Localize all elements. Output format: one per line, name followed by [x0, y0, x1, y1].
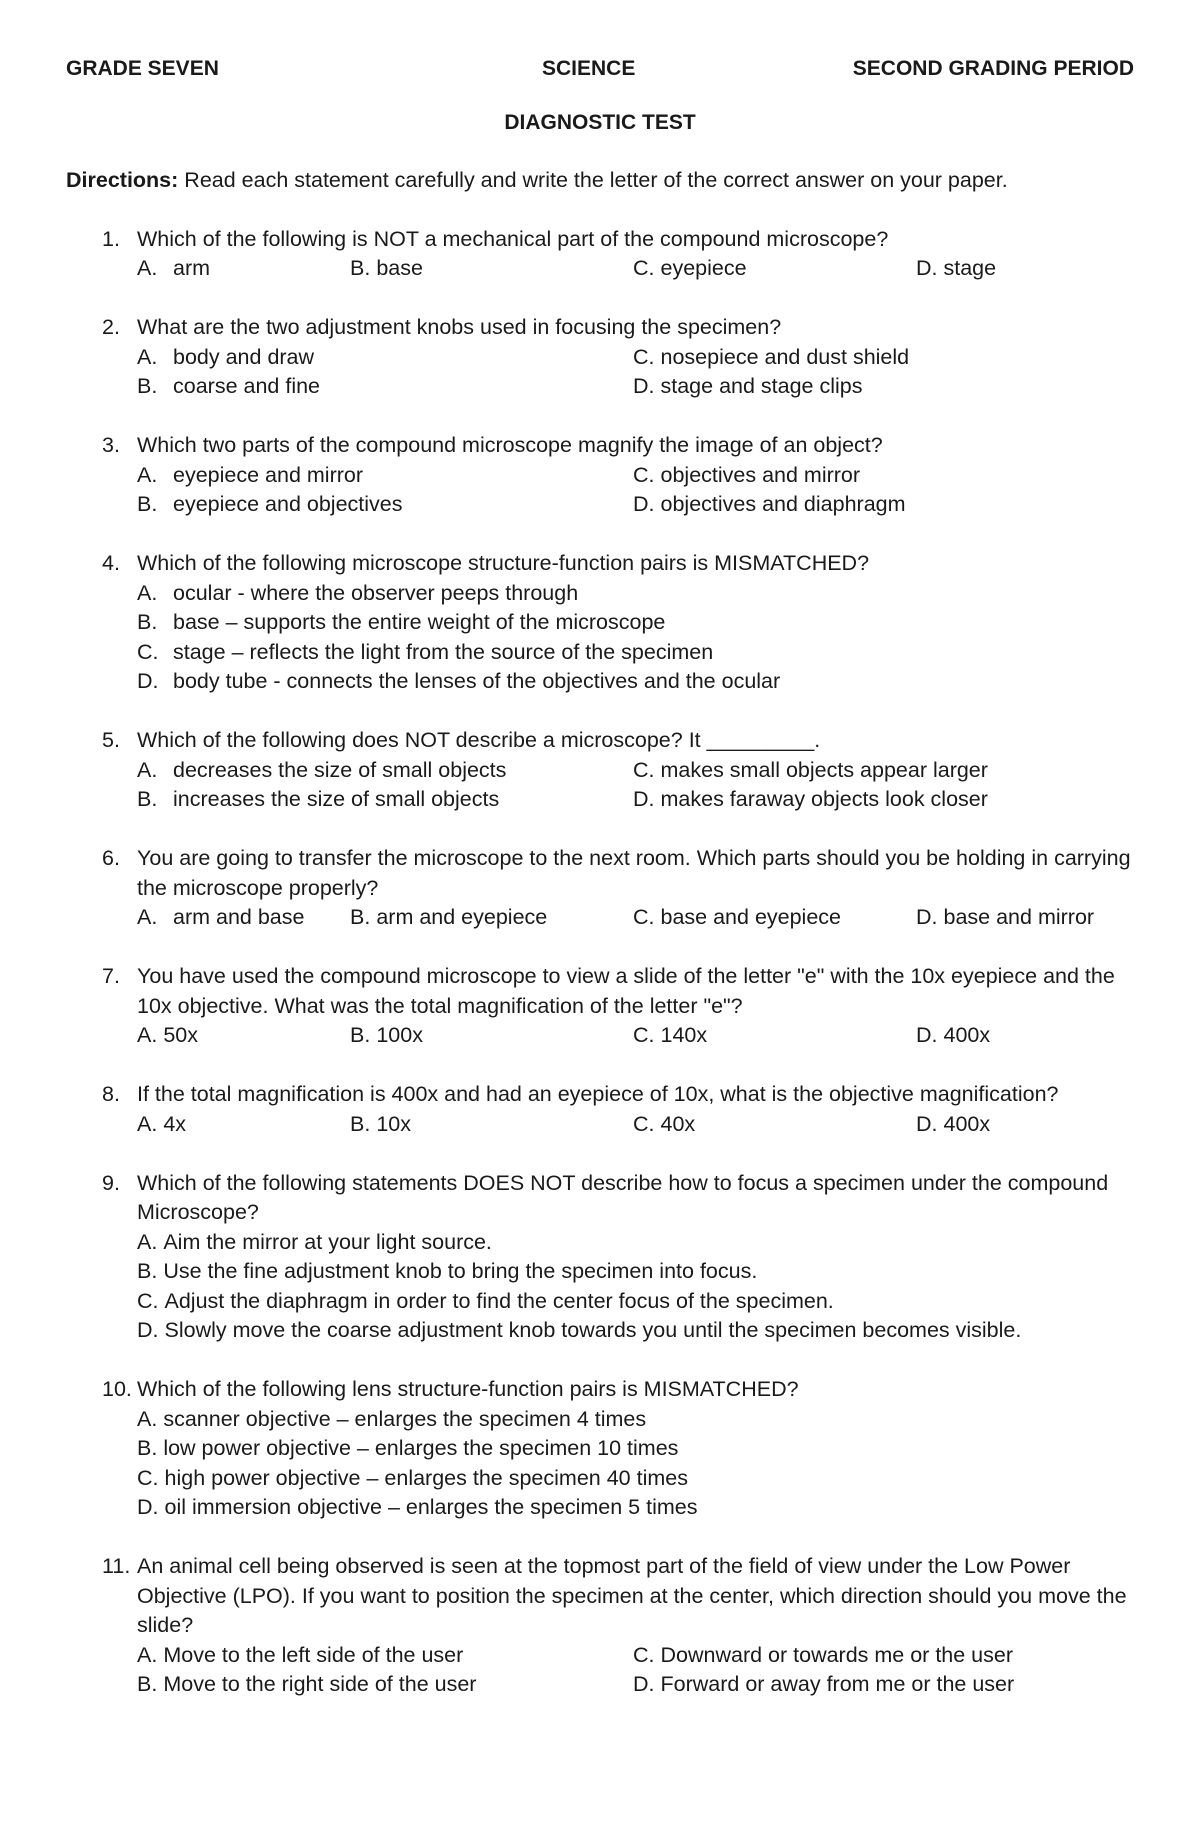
question-text: Which of the following lens structure-function pairs is MISMATCHED?	[137, 1377, 799, 1401]
question-9	[66, 1169, 1134, 1346]
option-b: B. arm and eyepiece	[350, 905, 548, 929]
option-d: D. objectives and diaphragm	[633, 492, 906, 516]
question-list	[66, 225, 1134, 1700]
answer-options	[137, 1021, 1134, 1051]
question-number: 3.	[102, 433, 120, 457]
directions	[66, 166, 1134, 196]
question-text: An animal cell being observed is seen at the topmost part of the field of view under the Low Power Objective (LPO). If you want to position the specimen at the center, which direction should you move the slide?	[137, 1554, 1127, 1637]
option-c: C. 40x	[633, 1111, 696, 1136]
question-number: 10.	[102, 1377, 132, 1401]
option-c: C. makes small objects appear larger	[633, 757, 988, 782]
option-a: A. arm and base	[137, 905, 305, 929]
question-number: 6.	[102, 846, 120, 870]
subject-label: SCIENCE	[542, 57, 636, 80]
option-b: B. Move to the right side of the user	[137, 1672, 477, 1696]
option-b: B. 100x	[350, 1023, 423, 1047]
option-d: D. Slowly move the coarse adjustment knob towards you until the specimen becomes visible.	[137, 1318, 1022, 1342]
answer-options	[137, 254, 1134, 284]
option-b: B. base	[350, 256, 423, 280]
question-text: Which of the following microscope structure-function pairs is MISMATCHED?	[137, 551, 870, 575]
answer-options	[137, 461, 1134, 520]
answer-options	[137, 756, 1134, 815]
grade-label: GRADE SEVEN	[66, 57, 219, 80]
option-b: B. increases the size of small objects	[137, 787, 500, 811]
option-d: D. base and mirror	[916, 905, 1095, 929]
option-a: A. eyepiece and mirror	[137, 462, 364, 487]
option-d: D. stage and stage clips	[633, 374, 863, 398]
question-6	[66, 844, 1134, 933]
option-c: C. 140x	[633, 1023, 708, 1047]
option-a: A. scanner objective – enlarges the specimen 4 times	[137, 1406, 647, 1431]
option-b: B. eyepiece and objectives	[137, 492, 403, 516]
question-number: 4.	[102, 551, 120, 575]
question-text: You are going to transfer the microscope to the next room. Which parts should you be holding in carrying the microscope properly?	[137, 846, 1131, 900]
question-text: Which of the following does NOT describe a microscope? It _________.	[137, 728, 821, 752]
option-c: C. eyepiece	[633, 256, 747, 280]
answer-options	[137, 343, 1134, 402]
option-c: C. nosepiece and dust shield	[633, 344, 910, 369]
page-header	[66, 50, 1134, 90]
answer-options	[137, 1641, 1134, 1700]
option-c: C. Adjust the diaphragm in order to find the center focus of the specimen.	[137, 1288, 834, 1313]
question-number: 11.	[102, 1554, 131, 1578]
question-number: 2.	[102, 315, 120, 339]
option-d: D. 400x	[916, 1023, 991, 1047]
question-text: If the total magnification is 400x and had an eyepiece of 10x, what is the objective magnification?	[137, 1082, 1059, 1106]
directions-label: Directions:	[66, 168, 179, 192]
option-d: D. 400x	[916, 1111, 991, 1136]
question-number: 8.	[102, 1082, 120, 1106]
option-d: D. makes faraway objects look closer	[633, 787, 988, 811]
question-text: Which of the following statements DOES NOT describe how to focus a specimen under the compound Microscope?	[137, 1170, 1109, 1224]
question-3	[66, 431, 1134, 520]
question-text: Which of the following is NOT a mechanical part of the compound microscope?	[137, 226, 889, 251]
option-c: C. Downward or towards me or the user	[633, 1642, 1014, 1667]
option-c: C. stage – reflects the light from the source of the specimen	[137, 639, 714, 664]
question-11	[66, 1552, 1134, 1700]
option-a: A. arm	[137, 256, 211, 280]
question-7	[66, 962, 1134, 1051]
question-10	[66, 1375, 1134, 1523]
option-d: D. stage	[916, 256, 997, 280]
option-b: B. low power objective – enlarges the specimen 10 times	[137, 1436, 679, 1460]
option-b: B. coarse and fine	[137, 374, 321, 398]
option-a: A. 4x	[137, 1111, 187, 1136]
answer-options	[137, 1110, 1134, 1140]
question-text: What are the two adjustment knobs used in focusing the specimen?	[137, 315, 782, 339]
option-b: B. base – supports the entire weight of the microscope	[137, 610, 666, 634]
grading-period-label: SECOND GRADING PERIOD	[852, 57, 1134, 80]
option-a: A. body and draw	[137, 344, 315, 369]
directions-text: Read each statement carefully and write the letter of the correct answer on your paper.	[184, 168, 1008, 192]
option-a: A. decreases the size of small objects	[137, 757, 507, 782]
question-text: You have used the compound microscope to view a slide of the letter "e" with the 10x eyepiece and the 10x objective. What was the total magnification of the letter "e"?	[137, 964, 1115, 1018]
option-d: D. body tube - connects the lenses of the objectives and the ocular	[137, 669, 781, 693]
option-d: D. oil immersion objective – enlarges the specimen 5 times	[137, 1495, 698, 1519]
option-c: C. high power objective – enlarges the specimen 40 times	[137, 1465, 688, 1490]
question-number: 9.	[102, 1170, 120, 1195]
option-b: B. Use the fine adjustment knob to bring the specimen into focus.	[137, 1259, 758, 1283]
question-number: 5.	[102, 728, 120, 752]
option-a: A. Aim the mirror at your light source.	[137, 1229, 492, 1254]
question-4	[66, 549, 1134, 697]
answer-options	[137, 903, 1134, 933]
question-2	[66, 313, 1134, 402]
question-text: Which two parts of the compound microscope magnify the image of an object?	[137, 433, 883, 457]
question-8	[66, 1080, 1134, 1139]
question-5	[66, 726, 1134, 815]
option-a: A. Move to the left side of the user	[137, 1642, 464, 1667]
question-1	[66, 225, 1134, 284]
option-d: D. Forward or away from me or the user	[633, 1672, 1015, 1696]
question-number: 7.	[102, 964, 120, 988]
option-c: C. objectives and mirror	[633, 462, 861, 487]
question-number: 1.	[102, 226, 120, 251]
test-title: DIAGNOSTIC TEST	[504, 111, 696, 134]
option-a: A. ocular - where the observer peeps through	[137, 580, 579, 605]
option-b: B. 10x	[350, 1111, 411, 1136]
option-a: A. 50x	[137, 1023, 198, 1047]
option-c: C. base and eyepiece	[633, 905, 842, 929]
